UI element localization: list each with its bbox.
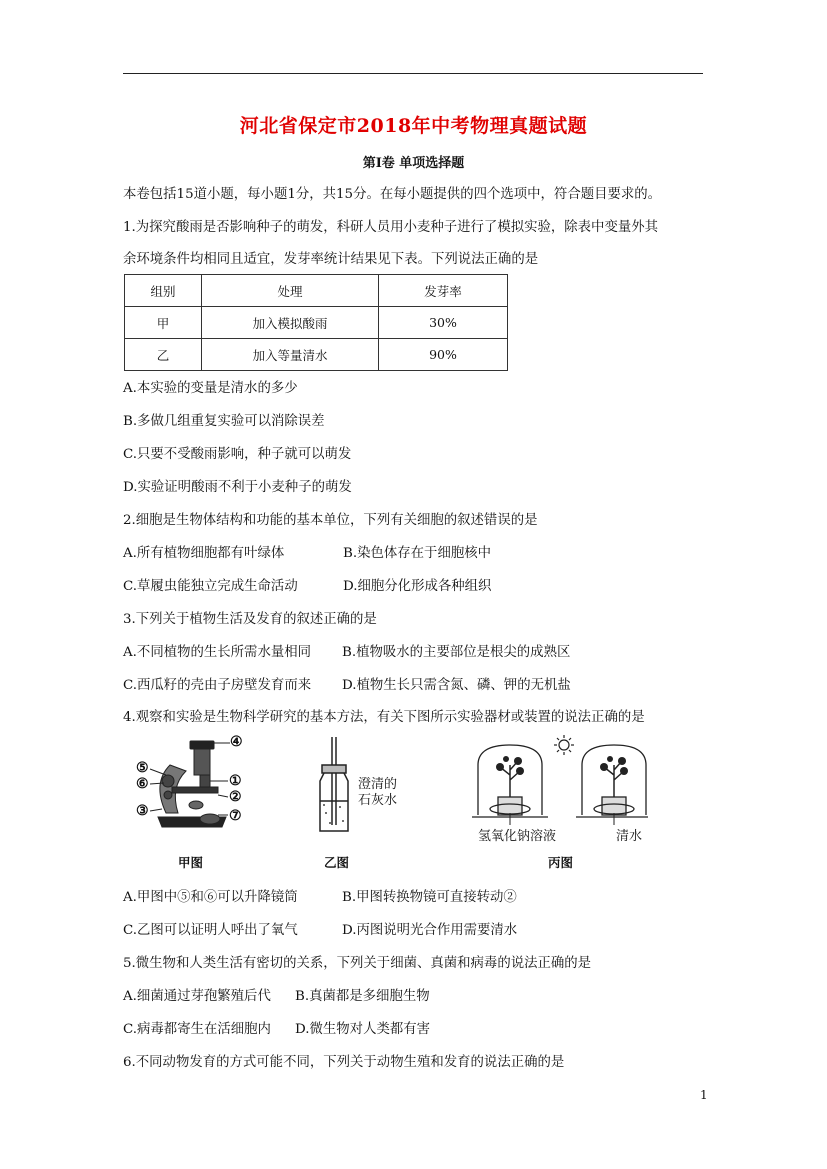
q1-stem-line1: 1.为探究酸雨是否影响种子的萌发，科研人员用小麦种子进行了模拟实验，除表中变量外其 — [123, 220, 659, 235]
naoh-label: 氢氧化钠溶液 — [478, 829, 557, 844]
caption-bing: 丙图 — [548, 855, 574, 870]
table-cell: 90% — [379, 339, 508, 371]
marker-4: ④ — [230, 734, 243, 750]
table-cell: 甲 — [125, 307, 202, 339]
q1-option-d: D.实验证明酸雨不利于小麦种子的萌发 — [123, 480, 352, 495]
q2-option-d: D.细胞分化形成各种组织 — [343, 579, 492, 594]
caption-yi: 乙图 — [324, 855, 350, 870]
table-cell: 加入等量清水 — [202, 339, 379, 371]
page-number: 1 — [700, 1088, 708, 1102]
q3-option-c: C.西瓜籽的壳由子房壁发育而来 — [123, 678, 312, 693]
marker-5: ⑤ — [136, 760, 149, 776]
q1-option-a: A.本实验的变量是清水的多少 — [123, 381, 298, 396]
sun-icon — [554, 735, 574, 755]
marker-7: ⑦ — [229, 808, 242, 824]
q2-option-b: B.染色体存在于细胞核中 — [343, 546, 492, 561]
q2-option-c: C.草履虫能独立完成生命活动 — [123, 579, 298, 594]
q5-option-c: C.病毒都寄生在活细胞内 — [123, 1022, 271, 1037]
q1-results-table — [124, 274, 508, 371]
marker-2: ② — [229, 789, 242, 805]
q5-stem: 5.微生物和人类生活有密切的关系，下列关于细菌、真菌和病毒的说法正确的是 — [123, 956, 592, 971]
q4-stem: 4.观察和实验是生物科学研究的基本方法，有关下图所示实验器材或装置的说法正确的是 — [123, 710, 645, 725]
water-label: 清水 — [616, 829, 643, 844]
marker-1: ① — [229, 773, 242, 789]
marker-3: ③ — [136, 803, 149, 819]
limewater-label-2: 石灰水 — [358, 793, 398, 808]
q1-stem-line2: 余环境条件均相同且适宜，发芽率统计结果见下表。下列说法正确的是 — [123, 252, 539, 267]
q2-option-a: A.所有植物细胞都有叶绿体 — [123, 546, 285, 561]
q3-option-d: D.植物生长只需含氮、磷、钾的无机盐 — [342, 678, 571, 693]
q4-option-c: C.乙图可以证明人呼出了氧气 — [123, 923, 298, 938]
q3-option-b: B.植物吸水的主要部位是根尖的成熟区 — [342, 645, 571, 660]
table-header-cell: 处理 — [202, 275, 379, 307]
q2-stem: 2.细胞是生物体结构和功能的基本单位，下列有关细胞的叙述错误的是 — [123, 513, 538, 528]
table-cell: 乙 — [125, 339, 202, 371]
q5-option-b: B.真菌都是多细胞生物 — [295, 989, 430, 1004]
page-title: 河北省保定市2018年中考物理真题试题 — [239, 115, 588, 137]
q4-option-d: D.丙图说明光合作用需要清水 — [342, 923, 518, 938]
q5-option-d: D.微生物对人类都有害 — [295, 1022, 431, 1037]
table-header-cell: 组别 — [125, 275, 202, 307]
q5-option-a: A.细菌通过芽孢繁殖后代 — [123, 989, 271, 1004]
intro-text: 本卷包括15道小题，每小题1分，共15分。在每小题提供的四个选项中，符合题目要求的。 — [123, 187, 662, 202]
table-row — [125, 339, 508, 371]
header-rule — [123, 73, 703, 74]
q1-option-c: C.只要不受酸雨影响，种子就可以萌发 — [123, 447, 352, 462]
q3-stem: 3.下列关于植物生活及发育的叙述正确的是 — [123, 612, 377, 627]
table-row — [125, 307, 508, 339]
table-header-row — [125, 275, 508, 307]
table-cell: 30% — [379, 307, 508, 339]
marker-6: ⑥ — [136, 776, 149, 792]
table-cell: 加入模拟酸雨 — [202, 307, 379, 339]
q6-stem: 6.不同动物发育的方式可能不同，下列关于动物生殖和发育的说法正确的是 — [123, 1055, 565, 1070]
q4-option-a: A.甲图中⑤和⑥可以升降镜筒 — [123, 890, 298, 905]
q4-figures — [130, 735, 650, 870]
q1-option-b: B.多做几组重复实验可以消除误差 — [123, 414, 325, 429]
section-heading: 第Ⅰ卷 单项选择题 — [362, 156, 465, 171]
q4-option-b: B.甲图转换物镜可直接转动② — [342, 890, 517, 905]
q3-option-a: A.不同植物的生长所需水量相同 — [123, 645, 312, 660]
limewater-label-1: 澄清的 — [358, 777, 398, 792]
table-header-cell: 发芽率 — [379, 275, 508, 307]
caption-jia: 甲图 — [178, 855, 204, 870]
